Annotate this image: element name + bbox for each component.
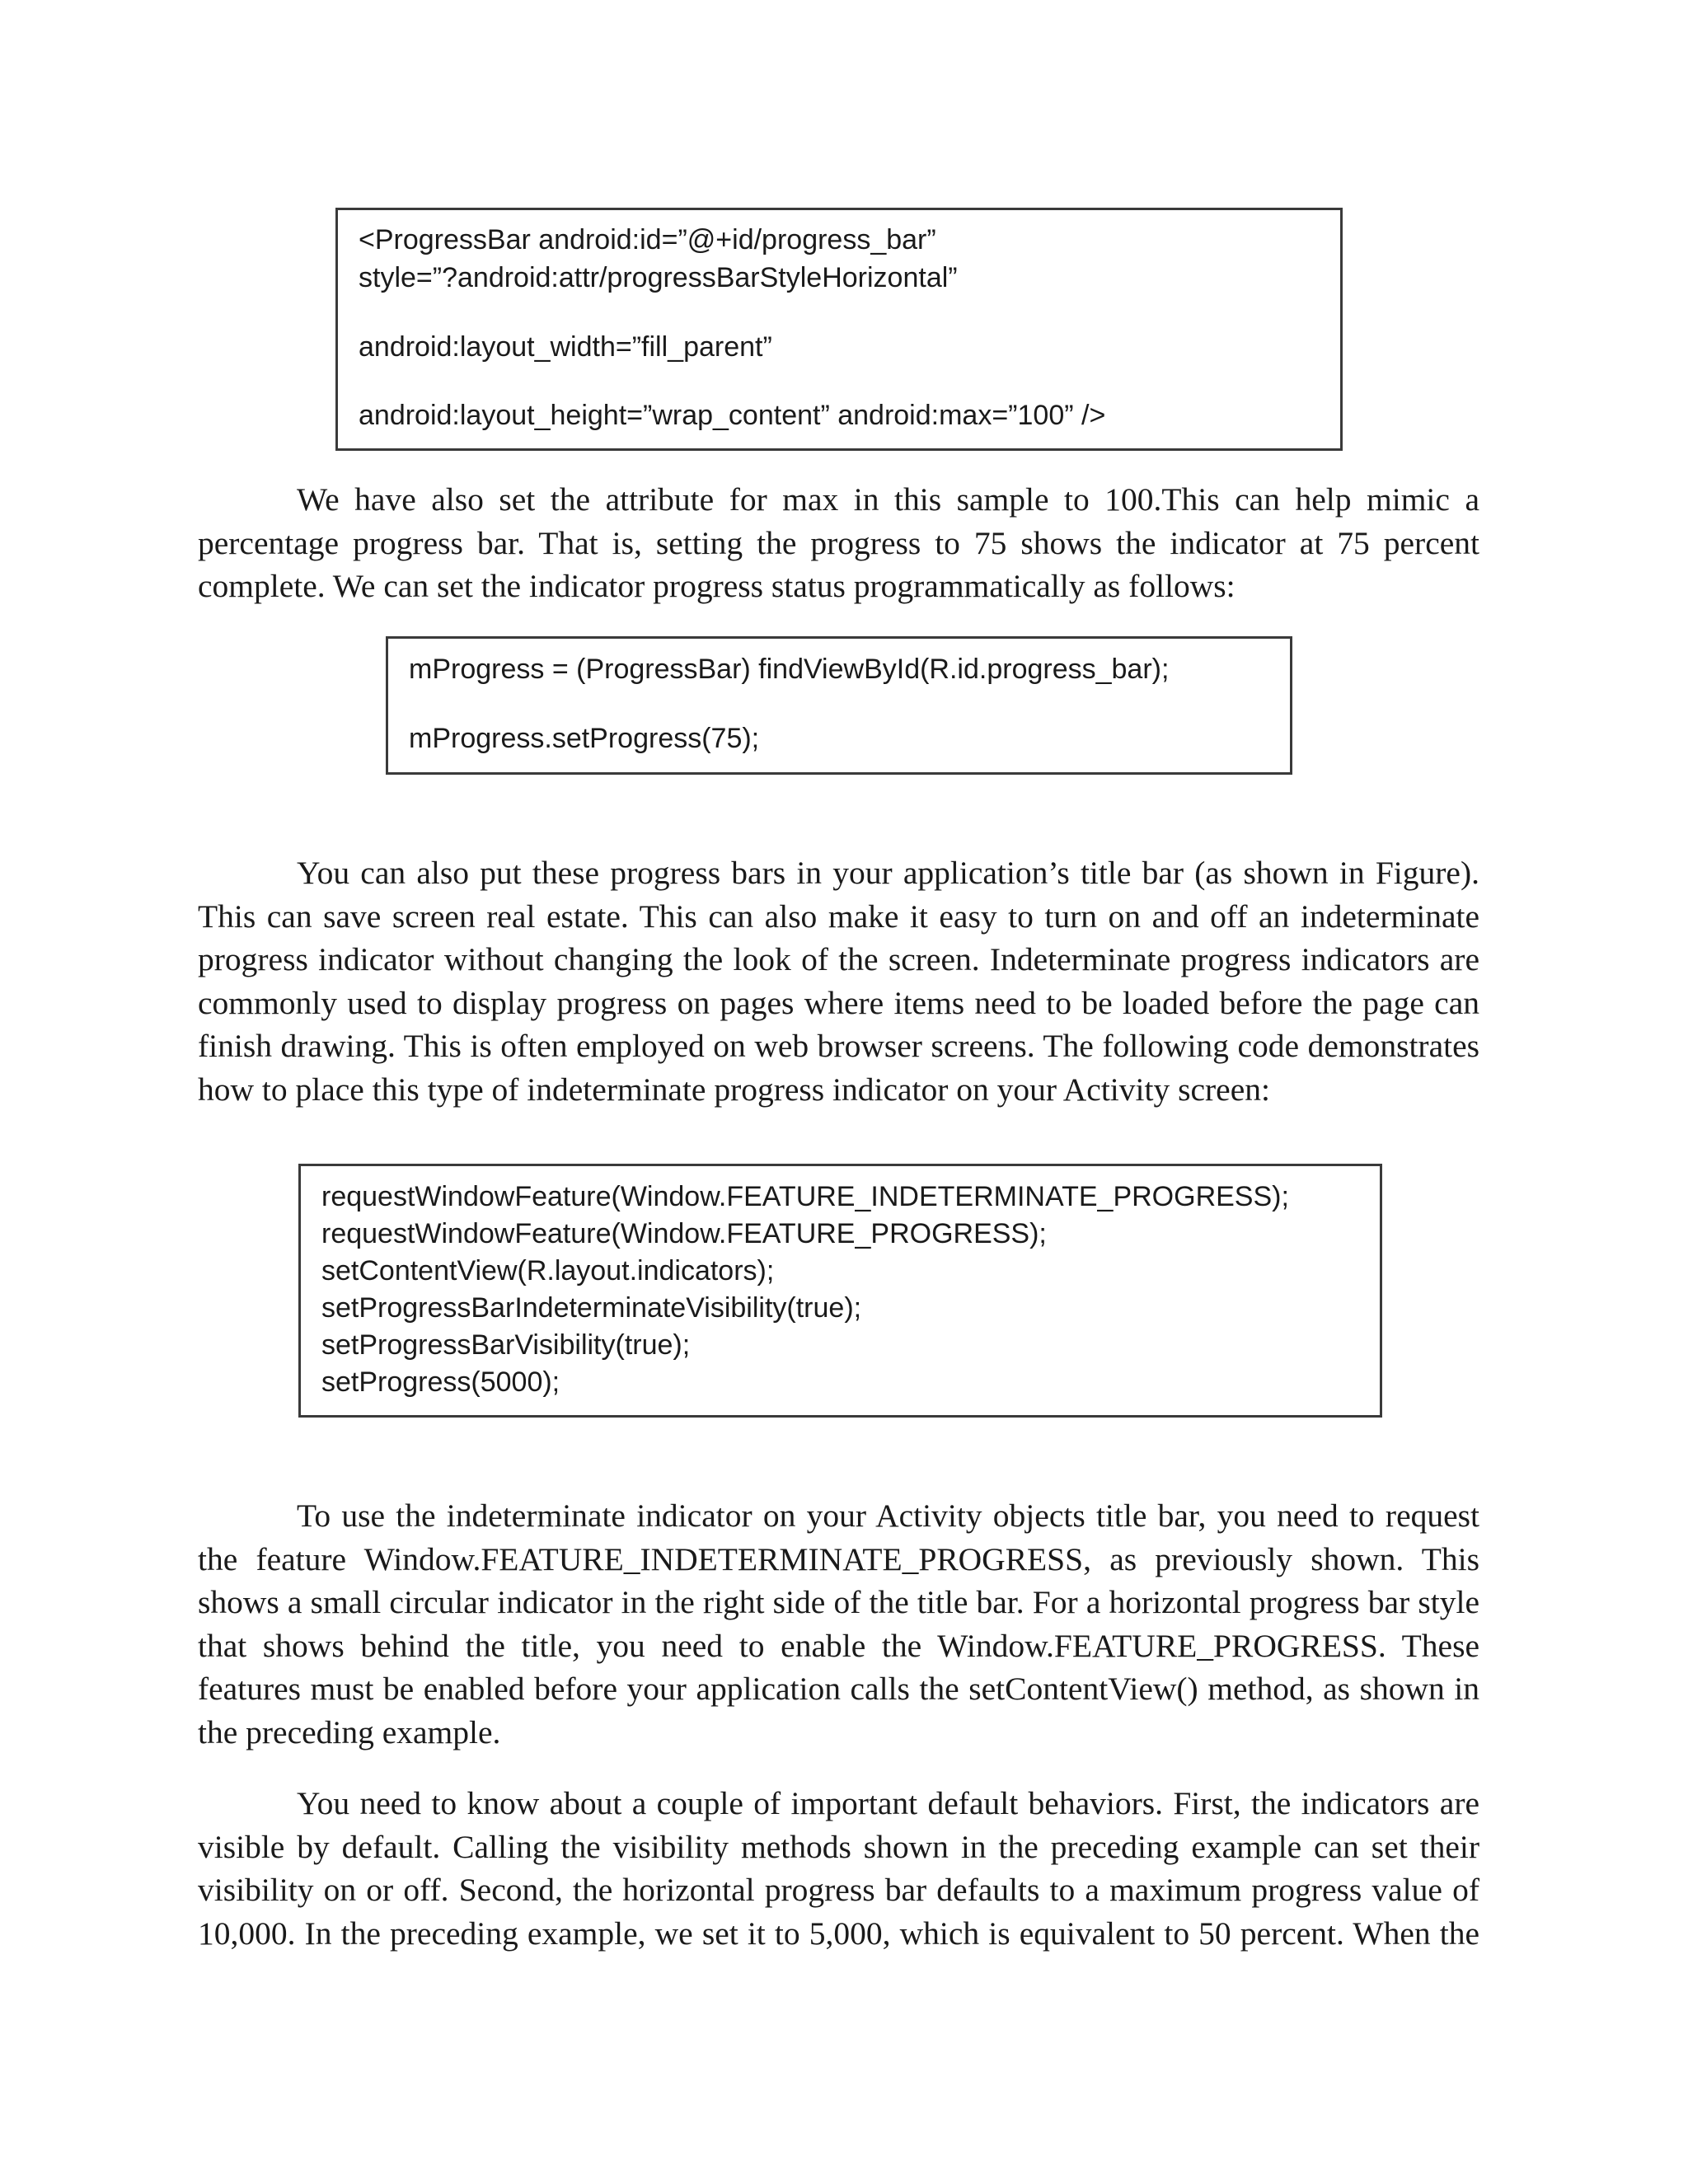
code-line: <ProgressBar android:id=”@+id/progress_bar” [359,224,936,255]
code-line: requestWindowFeature(Window.FEATURE_PROGRESS); [321,1218,1047,1249]
code-line: mProgress = (ProgressBar) findViewById(R.id.progress_bar); [409,654,1170,685]
code-line: setProgress(5000); [321,1366,560,1398]
code-line: android:layout_height=”wrap_content” android:max=”100” /> [359,400,1106,431]
code-block-set-progress [386,636,1292,775]
code-block-window-features [298,1164,1382,1418]
paragraph-title-bar-progress: You can also put these progress bars in your application’s title bar (as shown in Figure). This can save screen real estate. This can also make it easy to turn on and off an indeterminate progress indicator without changing the look of the screen. Indeterminate progress indicators are commonly used to display progress on pages where items need to be loaded before the page can finish drawing. This is often employed on web browser screens. The following code demonstrates how to place this type of indeterminate progress indicator on your Activity screen: [198,855,1479,1108]
paragraph-indeterminate-indicator: To use the indeterminate indicator on your Activity objects title bar, you need to request the feature Window.FEATURE_INDETERMINATE_PROGRESS, as previously shown. This shows a small circular indicator in the right side of the title bar. For a horizontal progress bar style that shows behind the title, you need to enable the Window.FEATURE_PROGRESS. These features must be enabled before your application calls the setContentView() method, as shown in the preceding example. [198,1497,1479,1750]
code-line: requestWindowFeature(Window.FEATURE_INDETERMINATE_PROGRESS); [321,1181,1289,1212]
code-line: setProgressBarIndeterminateVisibility(true); [321,1292,862,1324]
code-line: android:layout_width=”fill_parent” [359,331,772,363]
code-line: mProgress.setProgress(75); [409,723,760,754]
code-line: setContentView(R.layout.indicators); [321,1255,775,1286]
paragraph-default-behaviors: You need to know about a couple of important default behaviors. First, the indicators are visible by default. Calling the visibility methods shown in the preceding example can set their visibility on or off. Second, the horizontal progress bar defaults to a maximum progress value of 10,000. In the preceding example, we set it to 5,000, which is equivalent to 50 percent. When the [198,1785,1479,1952]
code-line: setProgressBarVisibility(true); [321,1329,691,1361]
code-block-progressbar-xml [335,208,1343,451]
code-line: style=”?android:attr/progressBarStyleHorizontal” [359,262,958,293]
paragraph-max-attribute: We have also set the attribute for max in this sample to 100.This can help mimic a percentage progress bar. That is, setting the progress to 75 shows the indicator at 75 percent complete. We can set the indicator progress status programmatically as follows: [198,481,1479,604]
